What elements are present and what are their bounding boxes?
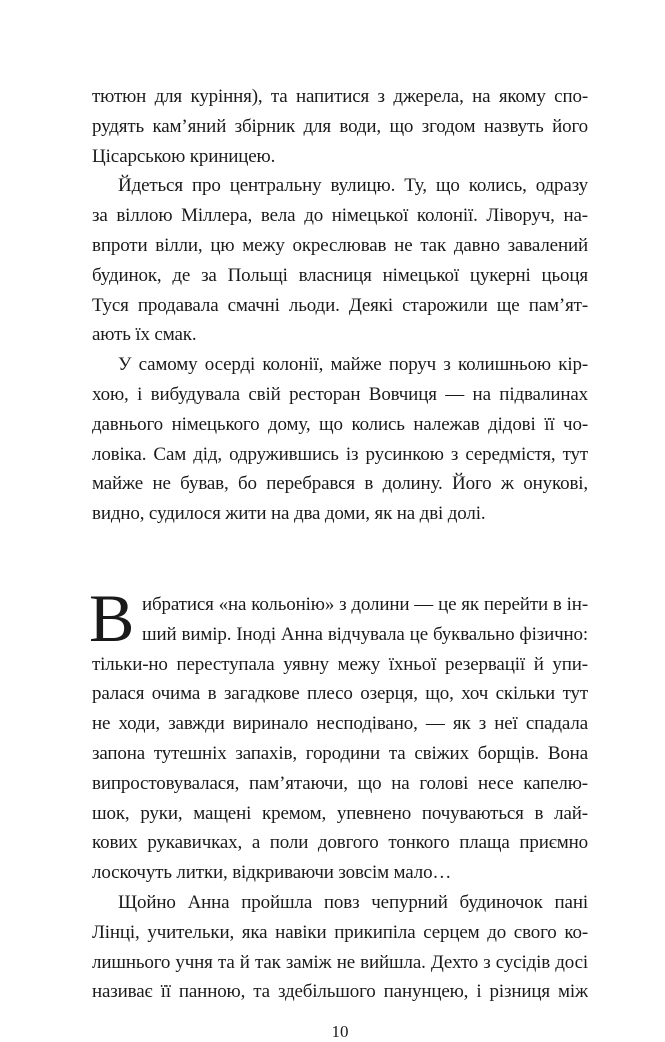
paragraph — [92, 171, 588, 350]
text-line: за віллою Міллера, вела до німецької колонії. Ліворуч, на- — [92, 205, 588, 227]
text-line: давнього німецького дому, що колись належав дідові її чо- — [92, 413, 588, 435]
text-line: Туся продавала смачні льоди. Деякі старожили ще пам’ят- — [92, 294, 588, 316]
text-line: ловіка. Сам дід, одружившись із русинкою з середмістя, тут — [92, 443, 588, 465]
text-line: ралася очима в загадкове плесо озерця, що, хоч скільки тут — [92, 683, 588, 705]
paragraph — [92, 888, 588, 1007]
text-line: Цісарською криницею. — [92, 145, 276, 167]
text-line: лоскочуть литки, відкриваючи зовсім мало… — [92, 862, 452, 884]
text-line: ший вимір. Іноді Анна відчувала це буквально фізично: — [142, 623, 588, 645]
page-number: 10 — [331, 1022, 349, 1041]
text-line: будинок, де за Польщі власниця німецької цукерні цьоця — [92, 264, 588, 286]
text-line: видно, судилося жити на два доми, як на дві долі. — [92, 503, 486, 525]
section-break — [92, 529, 588, 590]
paragraph — [92, 350, 588, 529]
text-line: не ходи, завжди виринало несподівано, — як з неї спадала — [92, 713, 588, 735]
text-line: запона тутешніх запахів, городини та свіжих борщів. Вона — [92, 742, 588, 764]
text-line: Йдеться про центральну вулицю. Ту, що колись, одразу — [118, 175, 588, 197]
text-line: Щойно Анна пройшла повз чепурний будиночок пані — [118, 891, 588, 913]
paragraph — [92, 82, 588, 171]
text-line: ибратися «на кольонію» з долини — це як перейти в ін- — [142, 593, 588, 615]
text-line: Лінці, учительки, яка навіки прикипіла серцем до свого ко- — [92, 921, 588, 943]
paragraph — [92, 590, 588, 888]
section-two — [89, 579, 588, 1007]
text-line: випростовувалася, пам’ятаючи, що на голові несе капелю- — [92, 772, 588, 794]
text-line: називає її панною, та здебільшого панунцею, і різниця між — [92, 981, 588, 1003]
book-page — [89, 82, 588, 1041]
text-line: шок, руки, мащені кремом, упевнено почуваються в лай- — [92, 802, 588, 824]
text-line: тютюн для куріння), та напитися з джерела, на якому спо- — [92, 86, 588, 107]
text-line: рудять кам’яний збірник для води, що згодом назвуть його — [92, 115, 588, 137]
drop-cap: В — [89, 579, 135, 656]
text-line: впроти вілли, цю межу окреслював не так давно завалений — [92, 234, 588, 256]
text-line: майже не бував, бо перебрався в долину. Його ж онукові, — [92, 473, 588, 495]
text-line: У самому осерді колонії, майже поруч з колишньою кір- — [118, 354, 588, 376]
text-line: ають їх смак. — [92, 324, 197, 346]
text-line: тільки-но переступала уявну межу їхньої резервації й упи- — [92, 653, 588, 675]
section-one — [92, 82, 588, 529]
text-line: хою, і вибудувала свій ресторан Вовчиця — на підвалинах — [92, 383, 588, 405]
text-line: кових рукавичках, а поли довгого тонкого плаща приємно — [92, 832, 588, 854]
text-line: лишнього учня та й так заміж не вийшла. Дехто з сусідів досі — [92, 951, 588, 973]
